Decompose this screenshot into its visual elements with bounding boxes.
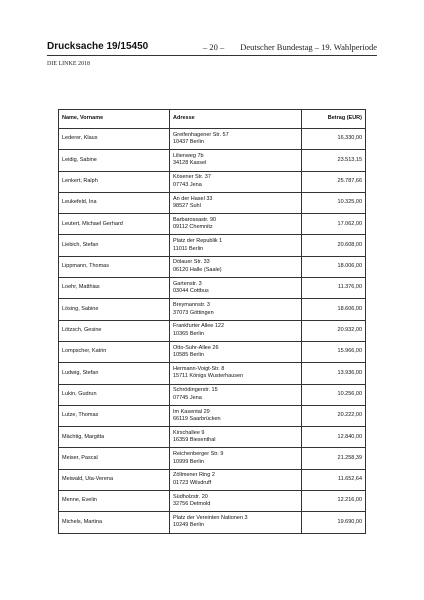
table-row bbox=[59, 384, 366, 405]
address-street: Kirschallee 9 bbox=[173, 429, 205, 436]
table-row bbox=[59, 320, 366, 341]
donor-address bbox=[170, 171, 302, 192]
address-city: 01723 Wilsdruff bbox=[173, 479, 212, 486]
party-year-label: DIE LINKE 2018 bbox=[47, 61, 90, 67]
donor-name: Lippmann, Thomas bbox=[59, 256, 170, 277]
address-city: 10365 Berlin bbox=[173, 330, 204, 337]
address-city: 66119 Saarbrücken bbox=[173, 416, 221, 422]
donor-name: Liebich, Stefan bbox=[59, 235, 170, 256]
address-city: 10999 Berlin bbox=[173, 458, 204, 465]
table-row bbox=[59, 512, 366, 533]
address-city: 10249 Berlin bbox=[173, 522, 204, 529]
donor-address bbox=[170, 320, 302, 341]
table-row bbox=[59, 171, 366, 192]
donation-amount: 23.513,15 bbox=[302, 150, 366, 171]
donation-amount: 16.330,00 bbox=[302, 129, 366, 150]
donations-table bbox=[58, 109, 366, 534]
donation-amount: 20.932,00 bbox=[302, 320, 366, 341]
donor-address bbox=[170, 150, 302, 171]
donor-name: Mächtig, Margitta bbox=[59, 427, 170, 448]
address-city: 98527 Suhl bbox=[173, 203, 201, 210]
address-street: Barbarossastr. 90 bbox=[173, 216, 217, 223]
address-street: Platz der Republik 1 bbox=[173, 238, 223, 245]
table-row bbox=[59, 341, 366, 362]
address-street: Südholzstr. 20 bbox=[173, 493, 208, 500]
column-header-address: Adresse bbox=[170, 110, 302, 129]
address-city: 07743 Jena bbox=[173, 181, 202, 188]
table-row bbox=[59, 299, 366, 320]
document-header bbox=[47, 41, 377, 55]
donor-name: Leutert, Michael Gerhard bbox=[59, 214, 170, 235]
address-street: Frankfurter Allee 122 bbox=[173, 323, 225, 330]
donor-name: Meiwald, Uta-Verena bbox=[59, 469, 170, 490]
donor-name: Lösing, Sabine bbox=[59, 299, 170, 320]
document-number: Drucksache 19/15450 bbox=[47, 41, 149, 52]
donor-address bbox=[170, 235, 302, 256]
address-city: 16359 Biesenthal bbox=[173, 437, 216, 444]
donor-name: Loehr, Matthias bbox=[59, 278, 170, 299]
address-street: Reichenberger Str. 9 bbox=[173, 451, 224, 458]
donation-amount: 11.652,64 bbox=[302, 469, 366, 490]
address-city: 32756 Detmold bbox=[173, 501, 211, 508]
address-street: Hermann-Voigt-Str. 8 bbox=[173, 365, 225, 372]
address-street: Greifenhagener Str. 57 bbox=[173, 131, 229, 138]
table-row bbox=[59, 192, 366, 213]
address-city: 09112 Chemnitz bbox=[173, 224, 213, 231]
donor-name: Lompscher, Katrin bbox=[59, 341, 170, 362]
address-city: 37073 Göttingen bbox=[173, 309, 214, 316]
address-street: Breymannstr. 3 bbox=[173, 302, 210, 309]
donation-amount: 15.966,00 bbox=[302, 341, 366, 362]
table-row bbox=[59, 405, 366, 426]
donation-amount: 12.216,00 bbox=[302, 491, 366, 512]
address-city: 06120 Halle (Saale) bbox=[173, 266, 222, 273]
address-street: Otto-Suhr-Allee 26 bbox=[173, 344, 219, 351]
donation-amount: 10.325,00 bbox=[302, 192, 366, 213]
address-city: 15711 Königs Wusterhausen bbox=[173, 373, 244, 380]
donor-address bbox=[170, 278, 302, 299]
donation-amount: 17.062,00 bbox=[302, 214, 366, 235]
donor-address bbox=[170, 491, 302, 512]
table-row bbox=[59, 150, 366, 171]
address-street: Dölauer Str. 33 bbox=[173, 259, 210, 266]
address-city: 07745 Jena bbox=[173, 394, 202, 401]
table-row bbox=[59, 256, 366, 277]
table-header-row bbox=[59, 110, 366, 129]
address-city: 11011 Berlin bbox=[173, 245, 204, 252]
donor-address bbox=[170, 341, 302, 362]
donor-name: Lötzsch, Gesine bbox=[59, 320, 170, 341]
column-header-amount: Betrag (EUR) bbox=[302, 110, 366, 129]
donation-amount: 12.840,00 bbox=[302, 427, 366, 448]
table-row bbox=[59, 129, 366, 150]
donation-amount: 20.608,00 bbox=[302, 235, 366, 256]
donor-address bbox=[170, 405, 302, 426]
donor-address bbox=[170, 469, 302, 490]
donor-address bbox=[170, 299, 302, 320]
donor-name: Michels, Martina bbox=[59, 512, 170, 533]
donation-amount: 18.006,00 bbox=[302, 256, 366, 277]
table-row bbox=[59, 278, 366, 299]
donor-name: Lenkert, Ralph bbox=[59, 171, 170, 192]
donor-name: Leukefeld, Ina bbox=[59, 192, 170, 213]
parliament-period: Deutscher Bundestag – 19. Wahlperiode bbox=[240, 42, 377, 52]
donor-address bbox=[170, 129, 302, 150]
table-row bbox=[59, 235, 366, 256]
address-city: 34128 Kassel bbox=[173, 160, 207, 167]
address-street: Zöllmener Ring 2 bbox=[173, 472, 215, 479]
donation-amount: 13.936,00 bbox=[302, 363, 366, 384]
address-city: 10585 Berlin bbox=[173, 352, 204, 359]
donor-name: Ludwig, Stefan bbox=[59, 363, 170, 384]
donor-name: Lederer, Klaus bbox=[59, 129, 170, 150]
table-row bbox=[59, 448, 366, 469]
address-city: 10437 Berlin bbox=[173, 139, 204, 146]
table-row bbox=[59, 363, 366, 384]
donation-amount: 25.787,66 bbox=[302, 171, 366, 192]
donor-address bbox=[170, 384, 302, 405]
table-row bbox=[59, 469, 366, 490]
donor-address bbox=[170, 363, 302, 384]
column-header-name: Name, Vorname bbox=[59, 110, 170, 129]
table-row bbox=[59, 491, 366, 512]
donor-address bbox=[170, 214, 302, 235]
donation-amount: 11.376,00 bbox=[302, 278, 366, 299]
donor-name: Lukin, Gudrun bbox=[59, 384, 170, 405]
donor-address bbox=[170, 192, 302, 213]
donation-amount: 10.256,00 bbox=[302, 384, 366, 405]
address-street: Schrödingerstr. 15 bbox=[173, 387, 218, 394]
donor-address bbox=[170, 256, 302, 277]
donor-name: Meiser, Pascal bbox=[59, 448, 170, 469]
donation-amount: 19.690,00 bbox=[302, 512, 366, 533]
address-street: Kösener Str. 37 bbox=[173, 174, 211, 181]
donation-amount: 20.222,00 bbox=[302, 405, 366, 426]
donor-name: Menne, Evelin bbox=[59, 491, 170, 512]
donor-address bbox=[170, 427, 302, 448]
page-number: – 20 – bbox=[203, 42, 225, 52]
donation-amount: 18.606,00 bbox=[302, 299, 366, 320]
address-street: An der Hasel 33 bbox=[173, 195, 213, 202]
donor-name: Lutze, Thomas bbox=[59, 405, 170, 426]
address-street: Im Kasental 29 bbox=[173, 408, 210, 415]
table-row bbox=[59, 214, 366, 235]
address-street: Gartenstr. 3 bbox=[173, 280, 202, 287]
donation-amount: 21.258,39 bbox=[302, 448, 366, 469]
address-street: Platz der Vereinten Nationen 3 bbox=[173, 514, 248, 521]
address-street: Lilienweg 7b bbox=[173, 152, 204, 159]
donor-address bbox=[170, 512, 302, 533]
table-row bbox=[59, 427, 366, 448]
address-city: 03044 Cottbus bbox=[173, 288, 209, 295]
donor-name: Leidig, Sabine bbox=[59, 150, 170, 171]
header-rule bbox=[47, 55, 377, 56]
donor-address bbox=[170, 448, 302, 469]
